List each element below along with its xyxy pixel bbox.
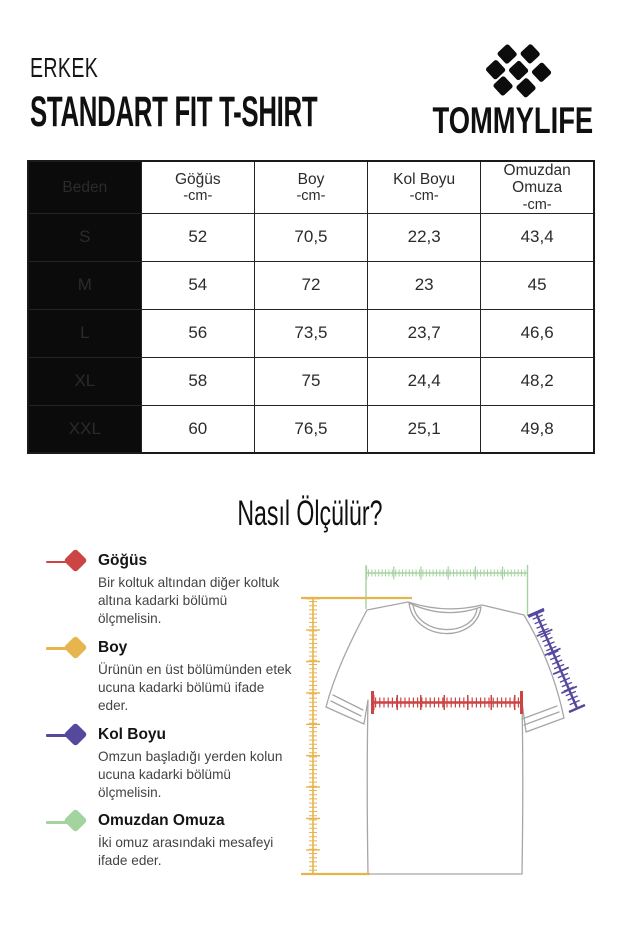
- size-cell: XL: [28, 357, 141, 405]
- chest-diamond-marker-icon: [46, 552, 92, 572]
- value-cell: 52: [141, 213, 254, 261]
- value-cell: 58: [141, 357, 254, 405]
- size-cell: M: [28, 261, 141, 309]
- sleeve-diamond-marker-icon: [46, 726, 92, 746]
- legend-description: Omzun başladığı yerden kolun ucuna kadarki bölümü ölçmelisin.: [98, 748, 283, 800]
- page-title: STANDART FIT T-SHIRT: [30, 88, 318, 136]
- value-cell: 70,5: [254, 213, 367, 261]
- legend-title: Kol Boyu: [98, 725, 167, 743]
- value-cell: 49,8: [481, 405, 594, 453]
- value-cell: 73,5: [254, 309, 367, 357]
- table-row-l: [28, 309, 594, 357]
- col-header-shoulder: Omuzdan Omuza -cm-: [481, 161, 594, 213]
- tommylife-logo-icon: [485, 44, 553, 102]
- value-cell: 75: [254, 357, 367, 405]
- how-to-measure-title: Nasıl Ölçülür?: [237, 494, 383, 533]
- value-cell: 43,4: [481, 213, 594, 261]
- brand-name: TOMMYLIFE: [432, 100, 593, 141]
- size-table-header-row: [28, 161, 594, 213]
- legend-description: Bir koltuk altından diğer koltuk altına kadarki bölümü ölçmelisin.: [98, 575, 280, 626]
- table-row-m: [28, 261, 594, 309]
- table-row-xl: [28, 357, 594, 405]
- tshirt-outline-icon: [326, 602, 564, 874]
- value-cell: 23,7: [368, 309, 481, 357]
- measure-legend: [46, 551, 296, 880]
- col-header-chest: Göğüs -cm-: [141, 161, 254, 213]
- table-row-xxl: [28, 405, 594, 453]
- legend-title: Göğüs: [98, 552, 148, 569]
- col-header-beden: Beden: [28, 161, 141, 213]
- value-cell: 45: [481, 261, 594, 309]
- legend-description: İki omuz arasındaki mesafeyi ifade eder.: [98, 835, 274, 869]
- legend-title: Omuzdan Omuza: [98, 812, 225, 830]
- value-cell: 25,1: [368, 405, 481, 453]
- col-header-sleeve: Kol Boyu -cm-: [368, 161, 481, 213]
- value-cell: 48,2: [481, 357, 594, 405]
- legend-item-length: [46, 638, 296, 715]
- value-cell: 76,5: [254, 405, 367, 453]
- size-cell: S: [28, 213, 141, 261]
- value-cell: 22,3: [368, 213, 481, 261]
- logo-diamond: [520, 43, 541, 64]
- col-header-length: Boy -cm-: [254, 161, 367, 213]
- value-cell: 54: [141, 261, 254, 309]
- value-cell: 72: [254, 261, 367, 309]
- logo-diamond: [497, 43, 518, 64]
- legend-description: Ürünün en üst bölümünden etek ucuna kadarki bölümü ifade eder.: [98, 661, 292, 713]
- category-label: ERKEK: [30, 52, 99, 83]
- value-cell: 56: [141, 309, 254, 357]
- legend-item-chest: [46, 551, 296, 628]
- size-cell: L: [28, 309, 141, 357]
- logo-diamond: [531, 62, 552, 83]
- size-table: [27, 160, 595, 454]
- shoulder-diamond-marker-icon: [46, 812, 92, 832]
- table-row-s: [28, 213, 594, 261]
- value-cell: 46,6: [481, 309, 594, 357]
- value-cell: 23: [368, 261, 481, 309]
- legend-item-sleeve: [46, 725, 296, 802]
- value-cell: 60: [141, 405, 254, 453]
- tshirt-measurement-diagram: [298, 552, 618, 897]
- value-cell: 24,4: [368, 357, 481, 405]
- legend-title: Boy: [98, 638, 128, 656]
- legend-item-shoulder: [46, 811, 296, 870]
- length-diamond-marker-icon: [46, 639, 92, 659]
- size-cell: XXL: [28, 405, 141, 453]
